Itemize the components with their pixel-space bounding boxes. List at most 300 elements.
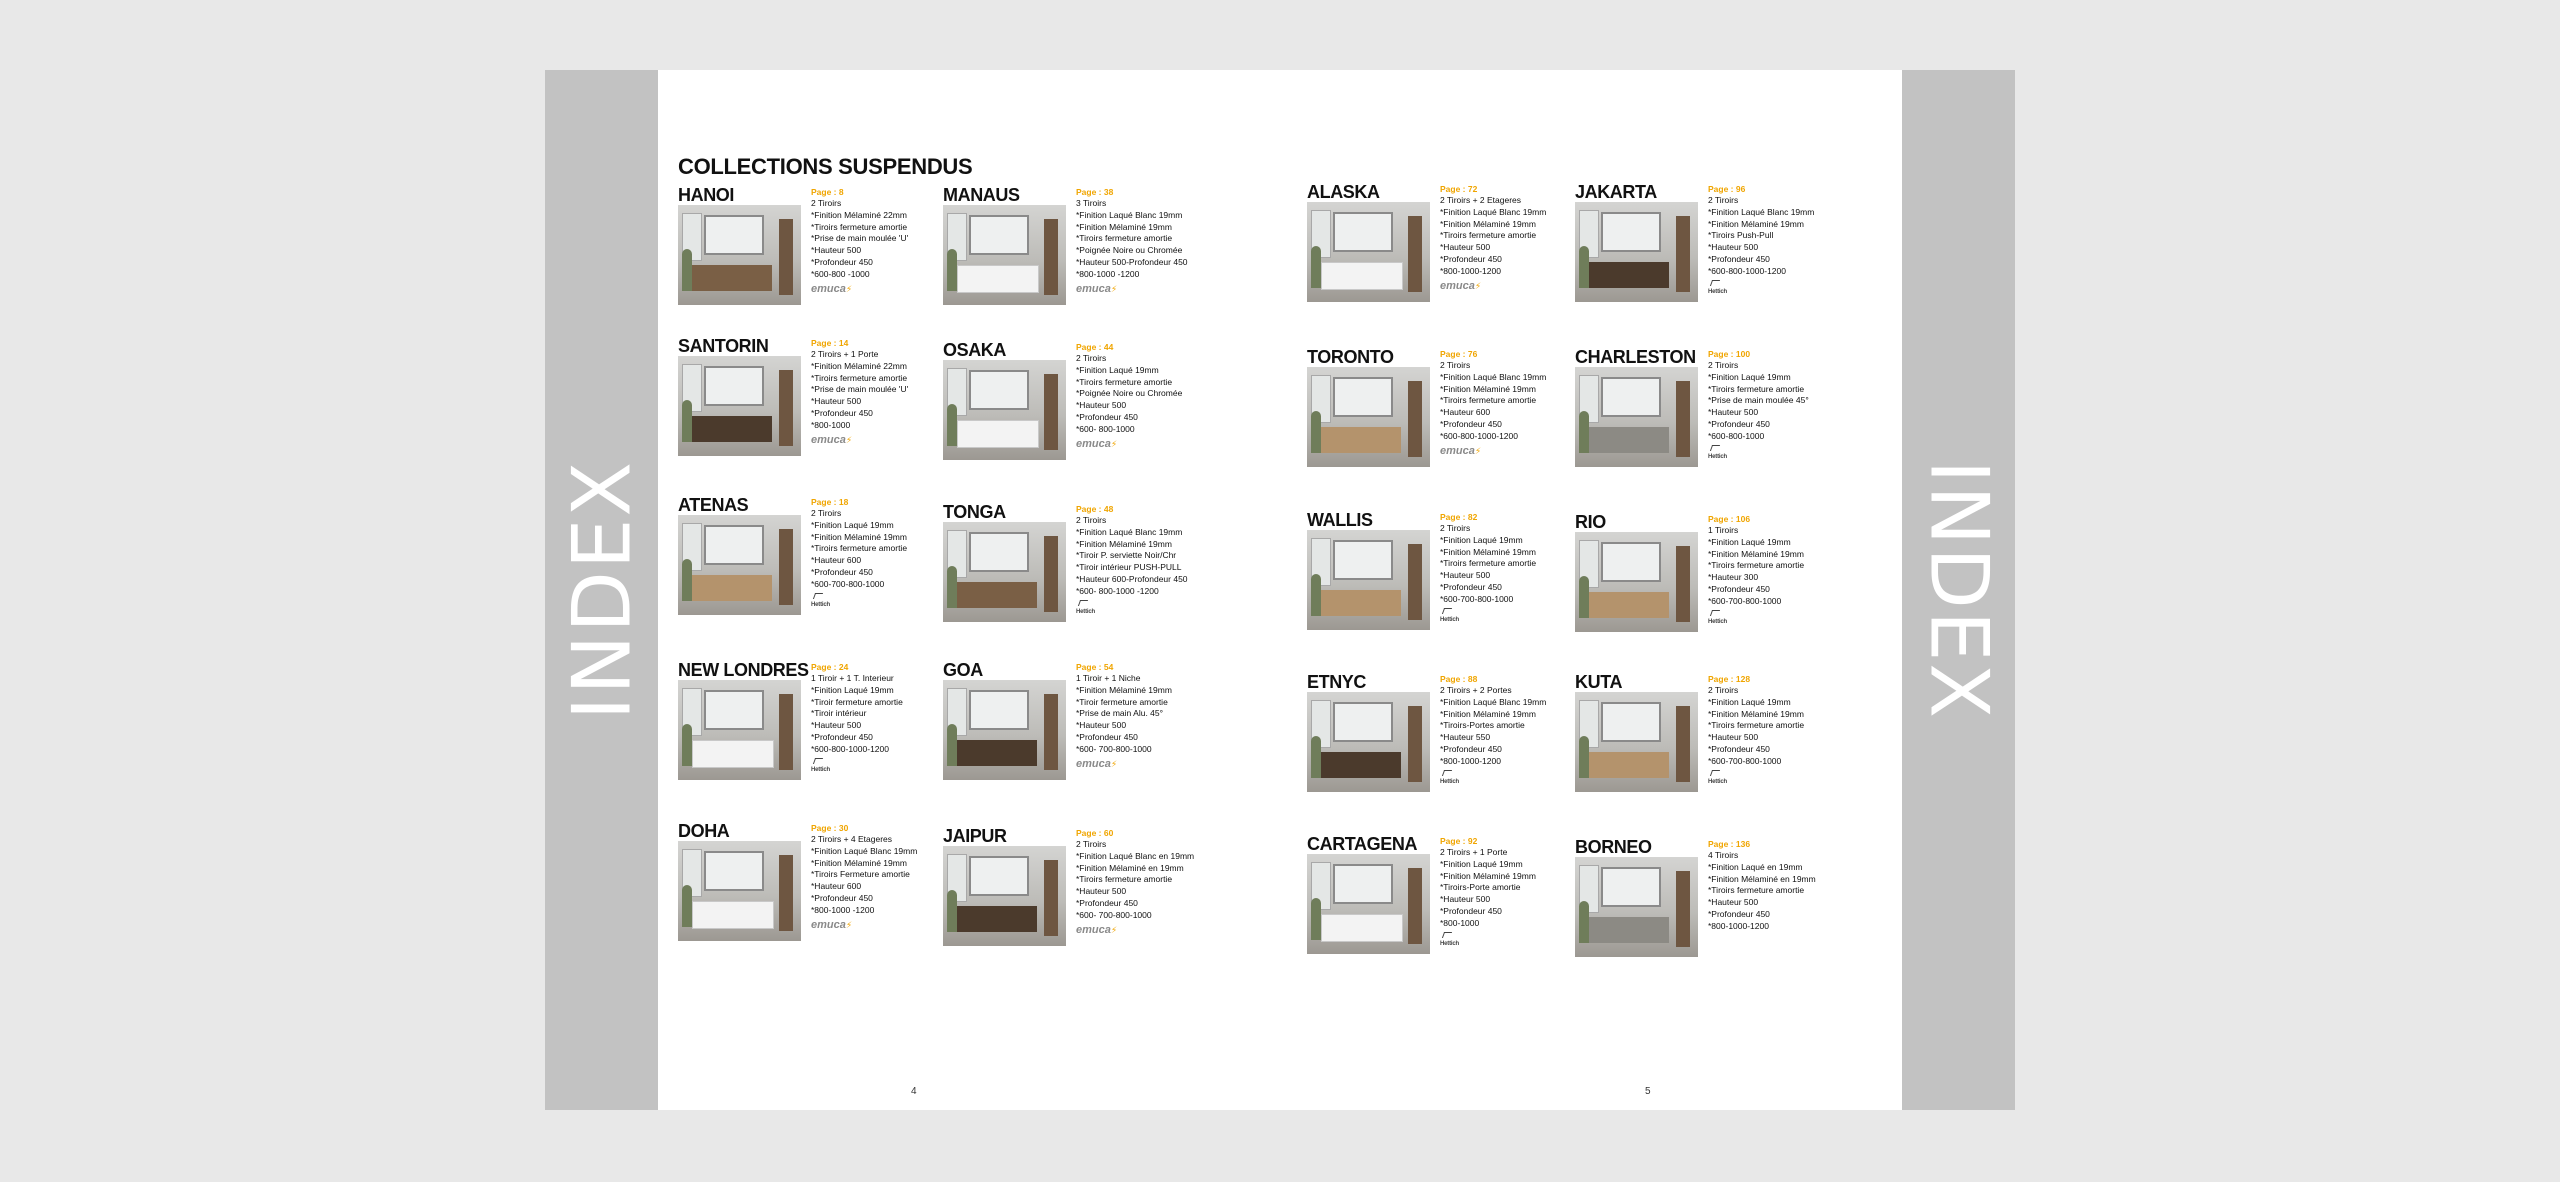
- spec-line: *Profondeur 450: [1076, 731, 1138, 742]
- spec-line: *Hauteur 600: [811, 555, 862, 566]
- spec-line: *Tiroirs fermeture amortie: [811, 372, 908, 383]
- spec-line: 1 Tiroir + 1 Niche: [1076, 673, 1141, 683]
- page-reference: Page : 136: [1708, 839, 1751, 849]
- spec-line: *Profondeur 450: [811, 256, 873, 267]
- spec-line: *Profondeur 450: [1708, 418, 1770, 429]
- vanity-cabinet-shape: [1321, 914, 1403, 942]
- spec-line: *Finition Mélaminé 22mm: [811, 209, 907, 220]
- spec-line: *Tiroirs fermeture amortie: [1708, 720, 1805, 731]
- product-card: [678, 185, 938, 325]
- product-photo: [1575, 202, 1698, 302]
- spec-line: 4 Tiroirs: [1708, 850, 1739, 860]
- spec-line: 2 Tiroirs: [1708, 685, 1739, 695]
- spec-line: *Tiroirs fermeture amortie: [1076, 874, 1173, 885]
- spec-line: *Hauteur 600: [811, 881, 862, 892]
- spec-line: 2 Tiroirs: [811, 198, 842, 208]
- plant-shape: [1311, 736, 1321, 778]
- product-photo: [1575, 857, 1698, 957]
- spec-line: *Finition Laqué 19mm: [1076, 364, 1159, 375]
- vanity-cabinet-shape: [692, 416, 772, 442]
- plant-shape: [682, 724, 692, 766]
- plant-shape: [947, 249, 957, 291]
- product-name: NEW LONDRES: [678, 660, 809, 680]
- brand-name: emuca: [1076, 437, 1111, 450]
- product-name: KUTA: [1575, 672, 1623, 692]
- page-reference: Page : 92: [1440, 836, 1478, 846]
- bolt-icon: ⚡: [1474, 280, 1482, 291]
- left-index-band: [545, 70, 658, 1110]
- mirror-shape: [1333, 377, 1393, 417]
- column-cabinet-shape: [779, 855, 793, 931]
- spec-line: *Finition Laqué Blanc 19mm: [1076, 526, 1183, 537]
- product-details: [1440, 836, 1580, 950]
- spec-line: *800-1000-1200: [1708, 920, 1769, 931]
- spec-line: *Tiroirs fermeture amortie: [1708, 885, 1805, 896]
- spec-line: *Finition Laqué 19mm: [1440, 858, 1523, 869]
- spec-line: *Hauteur 500: [1076, 720, 1127, 731]
- plant-shape: [947, 404, 957, 446]
- mirror-shape: [1333, 540, 1393, 580]
- spec-line: *600-800-1000-1200: [811, 743, 889, 754]
- spec-line: *Hauteur 500: [1440, 242, 1491, 253]
- plant-shape: [682, 400, 692, 442]
- emuca-logo: [811, 434, 951, 446]
- column-cabinet-shape: [1676, 706, 1690, 782]
- spec-line: *Tiroirs fermeture amortie: [1076, 376, 1173, 387]
- product-details: [1708, 349, 1848, 463]
- spec-line: *600-800-1000-1200: [1440, 430, 1518, 441]
- spec-line: *800-1000 -1200: [811, 904, 875, 915]
- brand-name: emuca: [1440, 444, 1475, 457]
- product-name: GOA: [943, 660, 983, 680]
- bolt-icon: ⚡: [845, 919, 853, 930]
- spec-line: *Tiroirs fermeture amortie: [1440, 230, 1537, 241]
- product-name: CHARLESTON: [1575, 347, 1696, 367]
- emuca-logo: [1076, 283, 1216, 295]
- mirror-shape: [704, 215, 764, 255]
- spec-line: *Poignée Noire ou Chromée: [1076, 245, 1183, 256]
- vanity-cabinet-shape: [1321, 752, 1401, 778]
- product-card: [1307, 510, 1567, 650]
- page-reference: Page : 8: [811, 187, 844, 197]
- column-cabinet-shape: [1044, 374, 1058, 450]
- product-photo: [678, 356, 801, 456]
- spec-line: *Tiroirs fermeture amortie: [811, 543, 908, 554]
- product-details: [811, 497, 951, 611]
- page-reference: Page : 30: [811, 823, 849, 833]
- plant-shape: [1579, 576, 1589, 618]
- product-name: OSAKA: [943, 340, 1007, 360]
- product-card: [678, 336, 938, 476]
- spec-line: *Prise de main Alu. 45°: [1076, 708, 1164, 719]
- column-cabinet-shape: [779, 370, 793, 446]
- product-name: TONGA: [943, 502, 1006, 522]
- column-cabinet-shape: [1408, 216, 1422, 292]
- spec-line: *Finition Mélaminé 19mm: [1440, 383, 1536, 394]
- spec-line: *Finition Laqué Blanc 19mm: [1708, 206, 1815, 217]
- product-details: [1076, 828, 1216, 936]
- product-details: [811, 823, 951, 931]
- column-cabinet-shape: [1676, 871, 1690, 947]
- spec-line: *Tiroir fermeture amortie: [1076, 696, 1168, 707]
- spec-line: *600-800 -1000: [811, 268, 870, 279]
- product-photo: [943, 522, 1066, 622]
- spec-line: *800-1000 -1200: [1076, 268, 1140, 279]
- plant-shape: [682, 885, 692, 927]
- catalog-spread: [545, 70, 2015, 1110]
- emuca-logo: [811, 919, 951, 931]
- vanity-cabinet-shape: [1589, 592, 1669, 618]
- vanity-cabinet-shape: [692, 575, 772, 601]
- spec-line: *Profondeur 450: [811, 892, 873, 903]
- product-details: [1708, 674, 1848, 788]
- hettich-logo: Hettich: [1708, 610, 1848, 628]
- page-reference: Page : 106: [1708, 514, 1751, 524]
- spec-line: *Finition Mélaminé en 19mm: [1076, 862, 1184, 873]
- spec-line: *600-700-800-1000: [1708, 595, 1782, 606]
- page-reference: Page : 88: [1440, 674, 1478, 684]
- spec-line: 2 Tiroirs: [1076, 353, 1107, 363]
- page-reference: Page : 76: [1440, 349, 1478, 359]
- mirror-shape: [969, 370, 1029, 410]
- page-reference: Page : 60: [1076, 828, 1114, 838]
- spec-line: *Hauteur 500: [811, 720, 862, 731]
- brand-name: emuca: [1076, 282, 1111, 295]
- product-card: [943, 185, 1203, 325]
- spec-line: *Finition Laqué Blanc 19mm: [1440, 371, 1547, 382]
- product-name: CARTAGENA: [1307, 834, 1418, 854]
- product-details: [811, 662, 951, 776]
- product-card: [678, 821, 938, 961]
- product-card: [1307, 347, 1567, 487]
- product-photo: [678, 841, 801, 941]
- vanity-cabinet-shape: [957, 740, 1037, 766]
- brand-name: emuca: [1076, 923, 1111, 936]
- product-details: [1440, 674, 1580, 788]
- product-name: JAIPUR: [943, 826, 1007, 846]
- mirror-shape: [1601, 867, 1661, 907]
- spec-line: *Finition Mélaminé 19mm: [1076, 684, 1172, 695]
- page-reference: Page : 24: [811, 662, 849, 672]
- mirror-shape: [1601, 377, 1661, 417]
- spec-line: *Tiroirs fermeture amortie: [1440, 558, 1537, 569]
- product-card: [1575, 182, 1835, 322]
- bolt-icon: ⚡: [845, 283, 853, 294]
- bolt-icon: ⚡: [1110, 924, 1118, 935]
- vanity-cabinet-shape: [957, 265, 1039, 293]
- emuca-logo: [811, 283, 951, 295]
- column-cabinet-shape: [1676, 216, 1690, 292]
- product-details: [1440, 512, 1580, 626]
- vanity-cabinet-shape: [957, 582, 1037, 608]
- product-photo: [1575, 692, 1698, 792]
- mirror-shape: [704, 525, 764, 565]
- spec-line: *Finition Mélaminé en 19mm: [1708, 873, 1816, 884]
- bolt-icon: ⚡: [845, 434, 853, 445]
- spec-line: *Profondeur 450: [1440, 253, 1502, 264]
- column-cabinet-shape: [1676, 546, 1690, 622]
- mirror-shape: [1333, 864, 1393, 904]
- brand-name: emuca: [1076, 757, 1111, 770]
- page-reference: Page : 128: [1708, 674, 1751, 684]
- hettich-logo: Hettich: [1440, 608, 1580, 626]
- spec-line: *Profondeur 450: [1440, 905, 1502, 916]
- hettich-logo: Hettich: [1076, 600, 1216, 618]
- product-photo: [1307, 530, 1430, 630]
- spec-line: *Prise de main moulée 'U': [811, 384, 909, 395]
- spec-line: *Finition Mélaminé 19mm: [1440, 870, 1536, 881]
- page-reference: Page : 14: [811, 338, 849, 348]
- spec-line: *Hauteur 300: [1708, 572, 1759, 583]
- mirror-shape: [1601, 542, 1661, 582]
- page-reference: Page : 48: [1076, 504, 1114, 514]
- spec-line: *Profondeur 450: [1708, 743, 1770, 754]
- spec-line: *Profondeur 450: [1708, 253, 1770, 264]
- page-title: COLLECTIONS SUSPENDUS: [678, 154, 973, 179]
- product-card: [1307, 672, 1567, 812]
- column-cabinet-shape: [1044, 536, 1058, 612]
- hettich-logo: Hettich: [1440, 770, 1580, 788]
- spec-line: 1 Tiroirs: [1708, 525, 1739, 535]
- vanity-cabinet-shape: [1321, 590, 1401, 616]
- column-cabinet-shape: [1676, 381, 1690, 457]
- vanity-cabinet-shape: [1321, 427, 1401, 453]
- spec-line: *600-800-1000: [1708, 430, 1765, 441]
- spec-line: *600-800-1000-1200: [1708, 265, 1786, 276]
- spec-line: *Finition Laqué 19mm: [1708, 371, 1791, 382]
- spec-line: *Finition Laqué Blanc 19mm: [811, 845, 918, 856]
- brand-name: emuca: [811, 918, 846, 931]
- product-card: [943, 340, 1203, 480]
- product-photo: [1307, 202, 1430, 302]
- product-photo: [678, 205, 801, 305]
- spec-line: *Finition Laqué 19mm: [811, 684, 894, 695]
- emuca-logo: [1440, 445, 1580, 457]
- product-details: [1076, 662, 1216, 770]
- spec-line: *Tiroir intérieur PUSH-PULL: [1076, 562, 1182, 573]
- spec-line: *Finition Laqué Blanc 19mm: [1440, 696, 1547, 707]
- product-name: RIO: [1575, 512, 1606, 532]
- spec-line: *600-700-800-1000: [811, 578, 885, 589]
- plant-shape: [947, 566, 957, 608]
- column-cabinet-shape: [1408, 706, 1422, 782]
- spec-line: *Finition Mélaminé 19mm: [1440, 708, 1536, 719]
- spec-line: *600-700-800-1000: [1440, 593, 1514, 604]
- spec-line: *800-1000-1200: [1440, 755, 1501, 766]
- spec-line: *Profondeur 450: [811, 566, 873, 577]
- spec-line: *Hauteur 500: [1440, 570, 1491, 581]
- product-name: ETNYC: [1307, 672, 1367, 692]
- mirror-shape: [1601, 212, 1661, 252]
- spec-line: *600- 700-800-1000: [1076, 743, 1152, 754]
- spec-line: *Finition Mélaminé 19mm: [1076, 538, 1172, 549]
- plant-shape: [682, 249, 692, 291]
- column-cabinet-shape: [779, 219, 793, 295]
- vanity-cabinet-shape: [1321, 262, 1403, 290]
- spec-line: *800-1000-1200: [1440, 265, 1501, 276]
- product-card: [1575, 347, 1835, 487]
- bolt-icon: ⚡: [1474, 445, 1482, 456]
- spec-line: *Finition Laqué en 19mm: [1708, 861, 1803, 872]
- spec-line: *Profondeur 450: [1076, 897, 1138, 908]
- product-name: ATENAS: [678, 495, 749, 515]
- product-card: [1575, 837, 1835, 977]
- plant-shape: [682, 559, 692, 601]
- spec-line: 2 Tiroirs: [811, 508, 842, 518]
- hettich-logo: Hettich: [1708, 770, 1848, 788]
- spec-line: *Finition Laqué 19mm: [811, 519, 894, 530]
- vanity-cabinet-shape: [1589, 262, 1669, 288]
- product-details: [1708, 514, 1848, 628]
- plant-shape: [1311, 898, 1321, 940]
- product-card: [1575, 512, 1835, 652]
- bolt-icon: ⚡: [1110, 283, 1118, 294]
- spec-line: *Hauteur 500: [1440, 894, 1491, 905]
- spec-line: *Hauteur 500-Profondeur 450: [1076, 256, 1188, 267]
- spec-line: 2 Tiroirs: [1440, 523, 1471, 533]
- vanity-cabinet-shape: [692, 740, 774, 768]
- spec-line: *Tiroirs fermeture amortie: [1708, 383, 1805, 394]
- spec-line: *Hauteur 500: [1076, 400, 1127, 411]
- product-details: [1440, 184, 1580, 292]
- spec-line: 2 Tiroirs: [1708, 360, 1739, 370]
- spec-line: *Hauteur 550: [1440, 732, 1491, 743]
- left-index-label: INDEX: [555, 459, 648, 721]
- spec-line: *Tiroir P. serviette Noir/Chr: [1076, 550, 1177, 561]
- page-reference: Page : 82: [1440, 512, 1478, 522]
- spec-line: *Tiroirs-Portes amortie: [1440, 720, 1525, 731]
- spec-line: 2 Tiroirs + 2 Portes: [1440, 685, 1512, 695]
- spec-line: 2 Tiroirs + 1 Porte: [1440, 847, 1508, 857]
- product-card: [943, 660, 1203, 800]
- mirror-shape: [969, 690, 1029, 730]
- product-photo: [1307, 854, 1430, 954]
- plant-shape: [1311, 246, 1321, 288]
- spec-line: *Tiroirs-Porte amortie: [1440, 882, 1521, 893]
- spec-line: *Finition Mélaminé 22mm: [811, 360, 907, 371]
- product-details: [1076, 504, 1216, 618]
- product-photo: [1575, 532, 1698, 632]
- hettich-logo: Hettich: [1440, 932, 1580, 950]
- spec-line: *Prise de main moulée 45°: [1708, 395, 1809, 406]
- spec-line: *Finition Mélaminé 19mm: [1708, 708, 1804, 719]
- vanity-cabinet-shape: [957, 420, 1039, 448]
- product-details: [1708, 184, 1848, 298]
- column-cabinet-shape: [1044, 219, 1058, 295]
- spec-line: *Hauteur 600-Profondeur 450: [1076, 573, 1188, 584]
- page-reference: Page : 96: [1708, 184, 1746, 194]
- left-page-number: 4: [911, 1086, 917, 1097]
- spec-line: *Profondeur 450: [811, 731, 873, 742]
- product-photo: [943, 846, 1066, 946]
- spec-line: *Tiroirs fermeture amortie: [1708, 560, 1805, 571]
- spec-line: *Finition Laqué Blanc 19mm: [1076, 209, 1183, 220]
- product-card: [1307, 182, 1567, 322]
- spec-line: *Profondeur 450: [811, 407, 873, 418]
- emuca-logo: [1076, 758, 1216, 770]
- spec-line: *Hauteur 500: [811, 396, 862, 407]
- mirror-shape: [969, 215, 1029, 255]
- vanity-cabinet-shape: [692, 265, 772, 291]
- spec-line: 2 Tiroirs + 1 Porte: [811, 349, 879, 359]
- spec-line: 3 Tiroirs: [1076, 198, 1107, 208]
- product-photo: [1307, 367, 1430, 467]
- spec-line: *Poignée Noire ou Chromée: [1076, 388, 1183, 399]
- right-page-number: 5: [1645, 1086, 1651, 1097]
- product-details: [1708, 839, 1848, 933]
- product-photo: [943, 205, 1066, 305]
- plant-shape: [947, 724, 957, 766]
- spec-line: *Prise de main moulée 'U': [811, 233, 909, 244]
- bolt-icon: ⚡: [1110, 758, 1118, 769]
- spec-line: *Finition Mélaminé 19mm: [1708, 218, 1804, 229]
- spec-line: *Finition Laqué 19mm: [1708, 696, 1791, 707]
- spec-line: 1 Tiroir + 1 T. Interieur: [811, 673, 894, 683]
- hettich-logo: Hettich: [811, 758, 951, 776]
- spec-line: *600-700-800-1000: [1708, 755, 1782, 766]
- spec-line: *Finition Laqué 19mm: [1440, 534, 1523, 545]
- column-cabinet-shape: [779, 529, 793, 605]
- plant-shape: [947, 890, 957, 932]
- spec-line: *Profondeur 450: [1076, 411, 1138, 422]
- spec-line: *Finition Mélaminé 19mm: [811, 857, 907, 868]
- spec-line: *Hauteur 500: [1708, 732, 1759, 743]
- spec-line: 2 Tiroirs: [1076, 839, 1107, 849]
- page-reference: Page : 38: [1076, 187, 1114, 197]
- emuca-logo: [1076, 924, 1216, 936]
- spec-line: *Tiroirs fermeture amortie: [811, 221, 908, 232]
- plant-shape: [1579, 901, 1589, 943]
- product-name: ALASKA: [1307, 182, 1380, 202]
- product-details: [1076, 342, 1216, 450]
- vanity-cabinet-shape: [692, 901, 774, 929]
- brand-name: emuca: [1440, 279, 1475, 292]
- spec-line: 2 Tiroirs + 2 Etageres: [1440, 195, 1522, 205]
- column-cabinet-shape: [1408, 381, 1422, 457]
- product-name: TORONTO: [1307, 347, 1394, 367]
- spec-line: *Profondeur 450: [1708, 908, 1770, 919]
- product-card: [1307, 834, 1567, 974]
- bolt-icon: ⚡: [1110, 438, 1118, 449]
- page-reference: Page : 44: [1076, 342, 1114, 352]
- spec-line: *Profondeur 450: [1440, 418, 1502, 429]
- spec-line: *Tiroirs Push-Pull: [1708, 230, 1774, 241]
- product-details: [1440, 349, 1580, 457]
- product-photo: [943, 680, 1066, 780]
- spec-line: *Finition Mélaminé 19mm: [1440, 546, 1536, 557]
- page-reference: Page : 54: [1076, 662, 1114, 672]
- plant-shape: [1579, 246, 1589, 288]
- column-cabinet-shape: [1408, 868, 1422, 944]
- mirror-shape: [969, 856, 1029, 896]
- spec-line: *Profondeur 450: [1708, 583, 1770, 594]
- product-name: HANOI: [678, 185, 734, 205]
- spec-line: *Tiroir fermeture amortie: [811, 696, 903, 707]
- emuca-logo: [1076, 438, 1216, 450]
- mirror-shape: [1333, 212, 1393, 252]
- column-cabinet-shape: [1044, 860, 1058, 936]
- mirror-shape: [704, 690, 764, 730]
- spec-line: *Tiroirs Fermeture amortie: [811, 869, 910, 880]
- product-name: DOHA: [678, 821, 730, 841]
- spec-line: *Hauteur 500: [1708, 407, 1759, 418]
- product-photo: [678, 515, 801, 615]
- plant-shape: [1311, 411, 1321, 453]
- hettich-logo: Hettich: [1708, 445, 1848, 463]
- mirror-shape: [1601, 702, 1661, 742]
- spec-line: *Finition Laqué Blanc en 19mm: [1076, 850, 1195, 861]
- brand-name: emuca: [811, 282, 846, 295]
